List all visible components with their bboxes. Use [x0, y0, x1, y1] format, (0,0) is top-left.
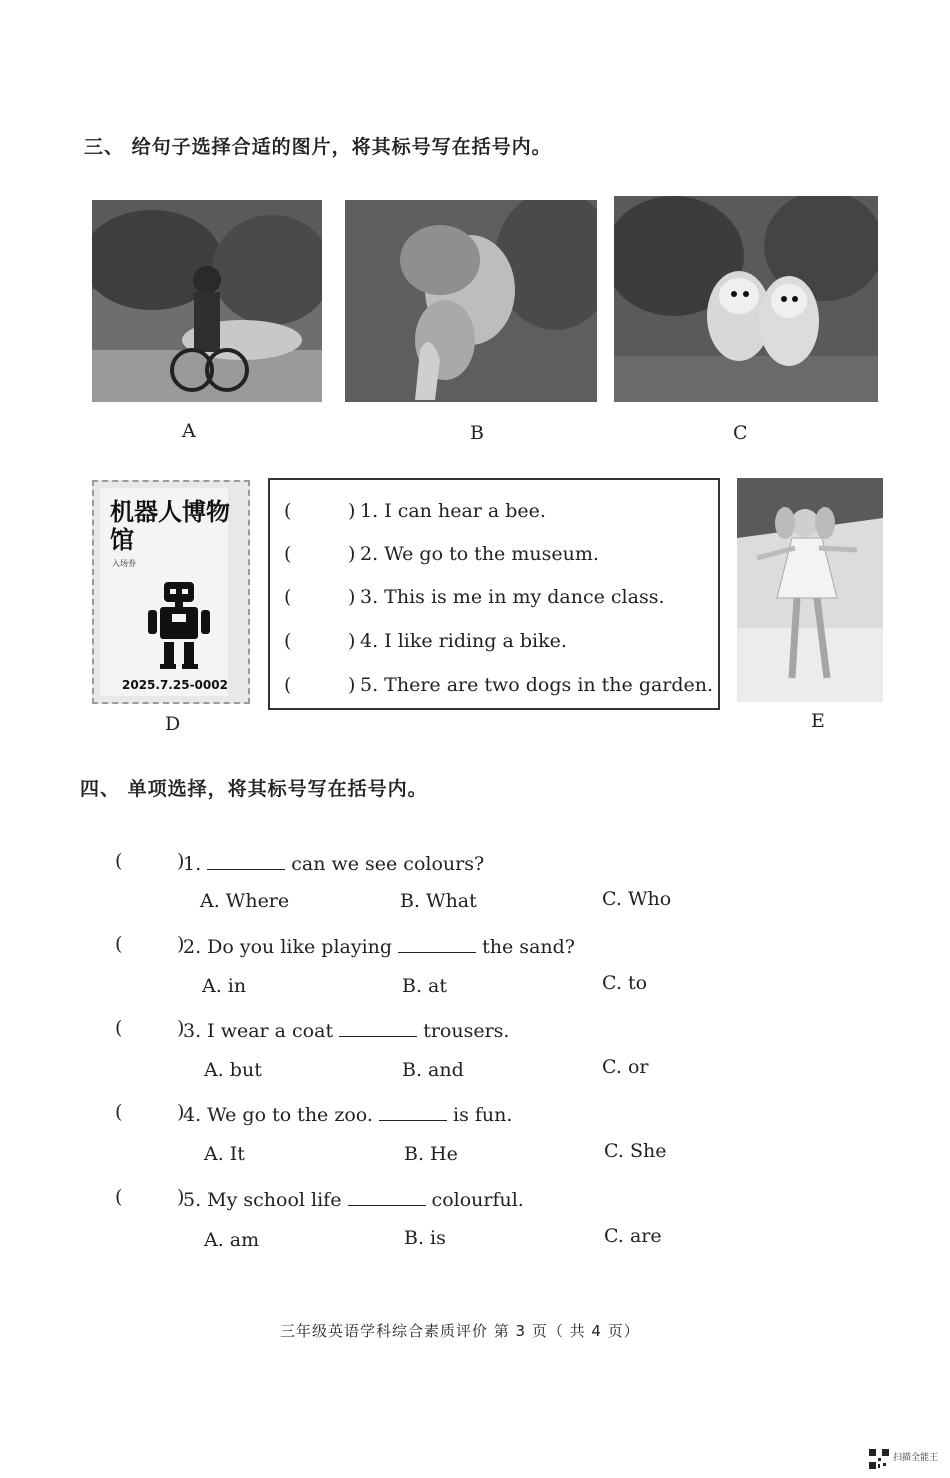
picture-e-dancing-girl: [737, 478, 883, 702]
answer-paren-close: ): [348, 630, 356, 652]
option-a: A. Where: [200, 890, 290, 912]
page-footer: 三年级英语学科综合素质评价 第 3 页（ 共 4 页）: [280, 1322, 640, 1340]
question-text-before-blank: 1.: [183, 853, 202, 875]
question-text-after-blank: the sand?: [482, 936, 575, 958]
picture-e-label: E: [811, 710, 825, 732]
ticket-code: 2025.7.25-0002: [122, 678, 228, 692]
section-3-heading: 三、 给句子选择合适的图片，将其标号写在括号内。: [84, 136, 552, 158]
scanner-watermark: 扫描全能王: [893, 1453, 939, 1463]
answer-paren-close: ): [348, 586, 356, 608]
answer-paren-open[interactable]: (: [115, 933, 123, 955]
answer-blank[interactable]: [398, 933, 476, 953]
answer-paren-open[interactable]: (: [284, 586, 292, 608]
answer-blank[interactable]: [379, 1101, 447, 1121]
answer-paren-close: ): [177, 1017, 185, 1039]
question-text-before-blank: 4. We go to the zoo.: [183, 1104, 373, 1126]
picture-c-label: C: [733, 422, 748, 444]
question-text-before-blank: 3. I wear a coat: [183, 1020, 334, 1042]
answer-paren-close: ): [177, 1186, 185, 1208]
option-a: A. but: [204, 1059, 262, 1081]
picture-a-bike: [92, 200, 322, 402]
picture-a-label: A: [182, 420, 196, 442]
matching-item-text: 3. This is me in my dance class.: [360, 586, 665, 608]
question-text-before-blank: 2. Do you like playing: [183, 936, 393, 958]
answer-blank[interactable]: [339, 1017, 417, 1037]
answer-blank[interactable]: [348, 1186, 426, 1206]
answer-paren-close: ): [177, 850, 185, 872]
answer-paren-open[interactable]: (: [284, 543, 292, 565]
answer-paren-close: ): [348, 543, 356, 565]
option-b: B. He: [404, 1143, 458, 1165]
question-text-after-blank: colourful.: [431, 1189, 524, 1211]
picture-d-label: D: [165, 713, 181, 735]
answer-paren-open[interactable]: (: [115, 1101, 123, 1123]
answer-blank[interactable]: [207, 850, 285, 870]
option-a: A. in: [202, 975, 247, 997]
ticket-title: 机器人博物馆: [110, 498, 230, 554]
option-a: A. am: [204, 1229, 260, 1251]
answer-paren-close: ): [348, 674, 356, 696]
option-a: A. It: [204, 1143, 245, 1165]
matching-item-text: 4. I like riding a bike.: [360, 630, 567, 652]
option-c: C. She: [604, 1140, 667, 1162]
answer-paren-open[interactable]: (: [284, 630, 292, 652]
matching-item-text: 1. I can hear a bee.: [360, 500, 546, 522]
option-c: C. Who: [602, 888, 672, 910]
option-c: C. or: [602, 1056, 649, 1078]
ticket-subtitle: 入场券: [112, 559, 136, 568]
answer-paren-open[interactable]: (: [115, 850, 123, 872]
answer-paren-open[interactable]: (: [284, 500, 292, 522]
answer-paren-close: ): [348, 500, 356, 522]
section-4-heading: 四、 单项选择，将其标号写在括号内。: [80, 778, 428, 800]
option-b: B. at: [402, 975, 448, 997]
answer-paren-open[interactable]: (: [115, 1017, 123, 1039]
question-text-after-blank: is fun.: [453, 1104, 513, 1126]
robot-icon: [144, 580, 214, 670]
option-b: B. is: [404, 1227, 446, 1249]
answer-paren-open[interactable]: (: [284, 674, 292, 696]
option-c: C. to: [602, 972, 648, 994]
matching-item-text: 5. There are two dogs in the garden.: [360, 674, 714, 696]
qr-code-icon: [868, 1448, 890, 1470]
picture-b-girl-listening: [345, 200, 597, 402]
answer-paren-open[interactable]: (: [115, 1186, 123, 1208]
matching-item-text: 2. We go to the museum.: [360, 543, 599, 565]
question-text-after-blank: trousers.: [423, 1020, 510, 1042]
picture-b-label: B: [470, 422, 484, 444]
answer-paren-close: ): [177, 1101, 185, 1123]
picture-c-two-dogs: [614, 196, 878, 402]
answer-paren-close: ): [177, 933, 185, 955]
question-text-before-blank: 5. My school life: [183, 1189, 342, 1211]
question-text-after-blank: can we see colours?: [291, 853, 485, 875]
option-b: B. and: [402, 1059, 464, 1081]
option-b: B. What: [400, 890, 477, 912]
matching-sentences-box: [268, 478, 720, 710]
option-c: C. are: [604, 1225, 662, 1247]
picture-d-museum-ticket: [92, 480, 250, 704]
